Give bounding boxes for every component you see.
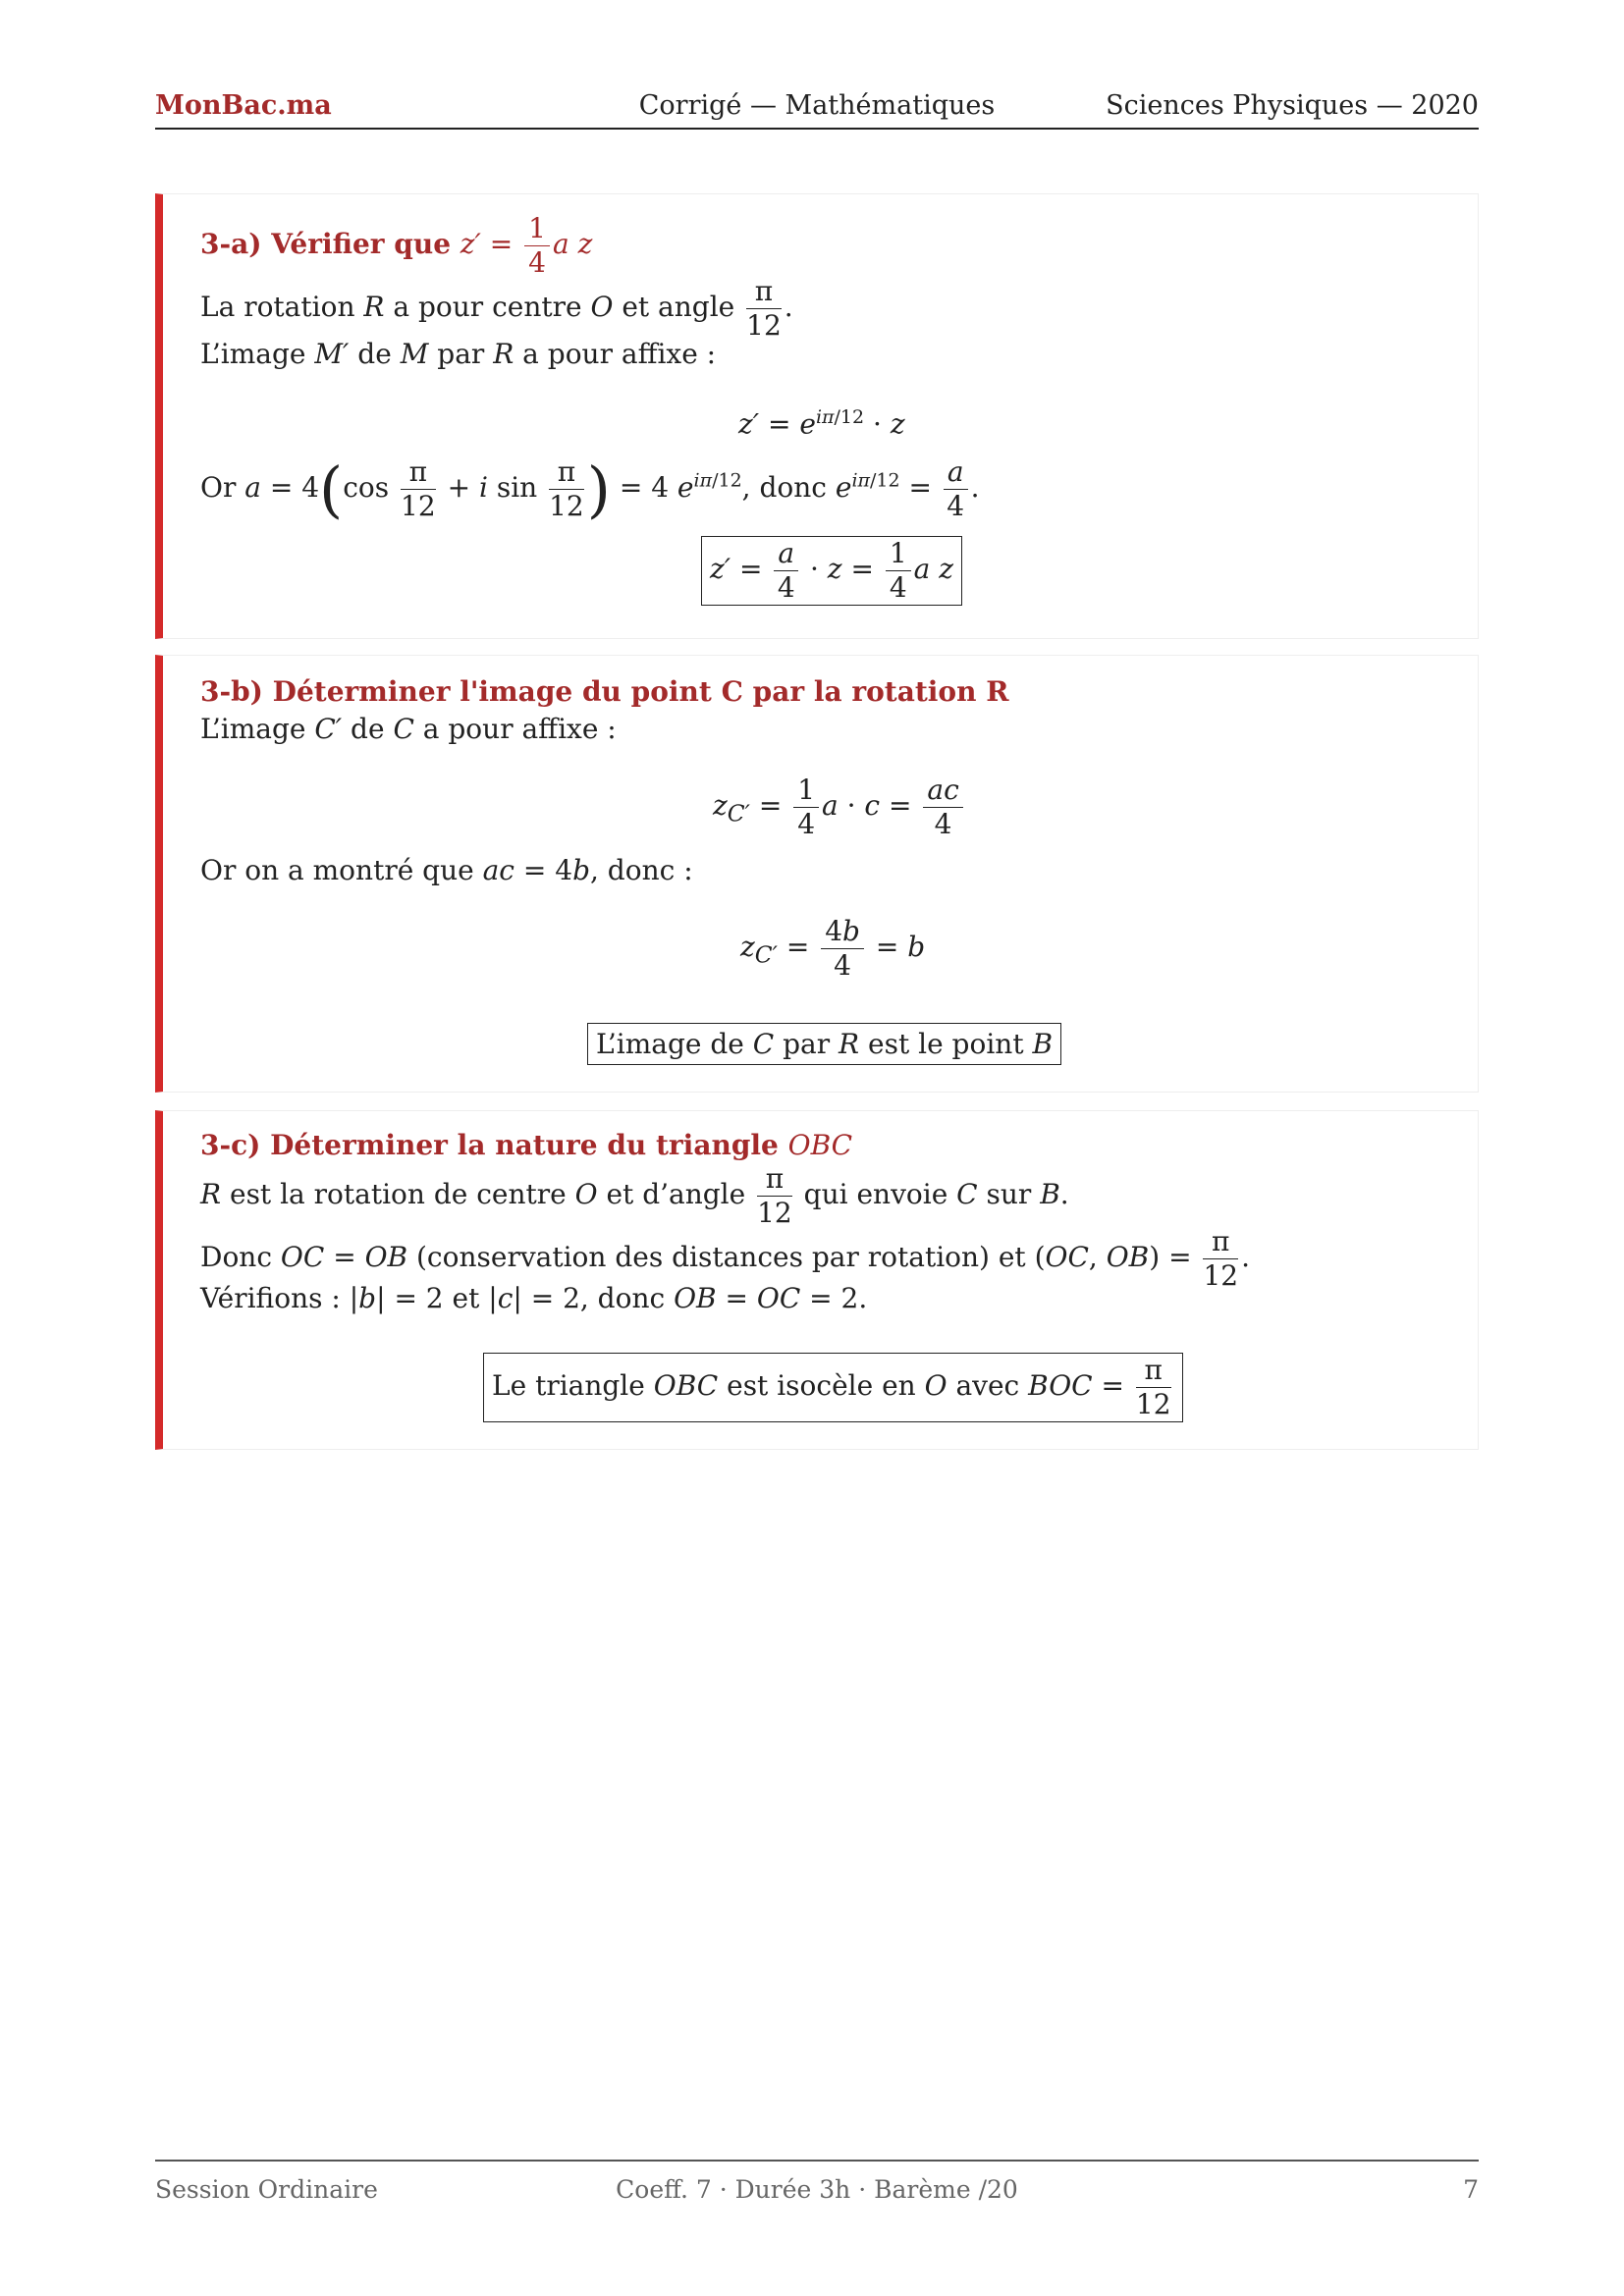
text-rotation-angle: La rotation R a pour centre O et angle $\frac{\pi}{12}$ . [200,275,793,342]
text-image-c: L’image C′ de C a pour affixe : [200,713,617,745]
text-ac-4b: Or on a montré que ac = 4b, donc : [200,854,693,886]
exercise-box-3a [155,193,1479,639]
formula-zc-equals-b: $z_{C'}$ = $\frac{4b}{4}$ = b [740,915,926,982]
page-number: 7 [1463,2175,1479,2204]
result-box-3b: L’image de C par R est le point B [587,1023,1061,1065]
session-label: Session Ordinaire [155,2175,378,2204]
page-header [155,88,1479,130]
text-image-affix: L’image M′ de M par R a pour affixe : [200,338,717,370]
brand-name: MonBac.ma [155,90,332,121]
formula-rotation: $z' = e^{i\pi/12} \cdot z$ [738,406,905,441]
text-oc-ob-angle: Donc OC = OB (conservation des distances par rotation) et (OC, OB) = $\frac{\pi}{12}$ . [200,1225,1250,1292]
question-title-3a: 3-a) Vérifier que z′ = $\frac{1}{4}$ a z [200,212,593,279]
page-footer [155,2160,1479,2204]
formula-zc-prime: $z_{C'}$ = $\frac{1}{4}$ a · c = $\frac{ac}{4}$ [713,774,966,841]
result-box-3c: Le triangle OBC est isocèle en O avec BOC = $\frac{\pi}{12}$ [483,1353,1183,1422]
text-moduli: Vérifions : |b| = 2 et |c| = 2, donc OB = OC = 2. [200,1282,868,1314]
exercise-box-3b [155,655,1479,1093]
section-label: Sciences Physiques — 2020 [1106,90,1479,121]
text-rotation-c-to-b: R est la rotation de centre O et d’angle $\frac{\pi}{12}$ qui envoie C sur B. [200,1162,1069,1229]
exam-info: Coeff. 7 · Durée 3h · Barème /20 [616,2175,1018,2204]
exercise-box-3c [155,1110,1479,1450]
question-title-3c: 3-c) Déterminer la nature du triangle OBC [200,1129,853,1161]
question-title-3b: 3-b) Déterminer l'image du point C par la rotation R [200,675,1009,708]
result-box-3a: z′ = $\frac{a}{4}$ · z = $\frac{1}{4}$ a z [701,536,962,606]
text-a-exponential: Or a = 4(cos $\frac{\pi}{12}$ + i sin $\frac{\pi}{12}$ ) = 4 $e^{i\pi/12}$, donc $e^{i\pi/12}$ = $\frac{a}{4}$ . [200,454,980,525]
document-title: Corrigé — Mathématiques [638,90,996,121]
